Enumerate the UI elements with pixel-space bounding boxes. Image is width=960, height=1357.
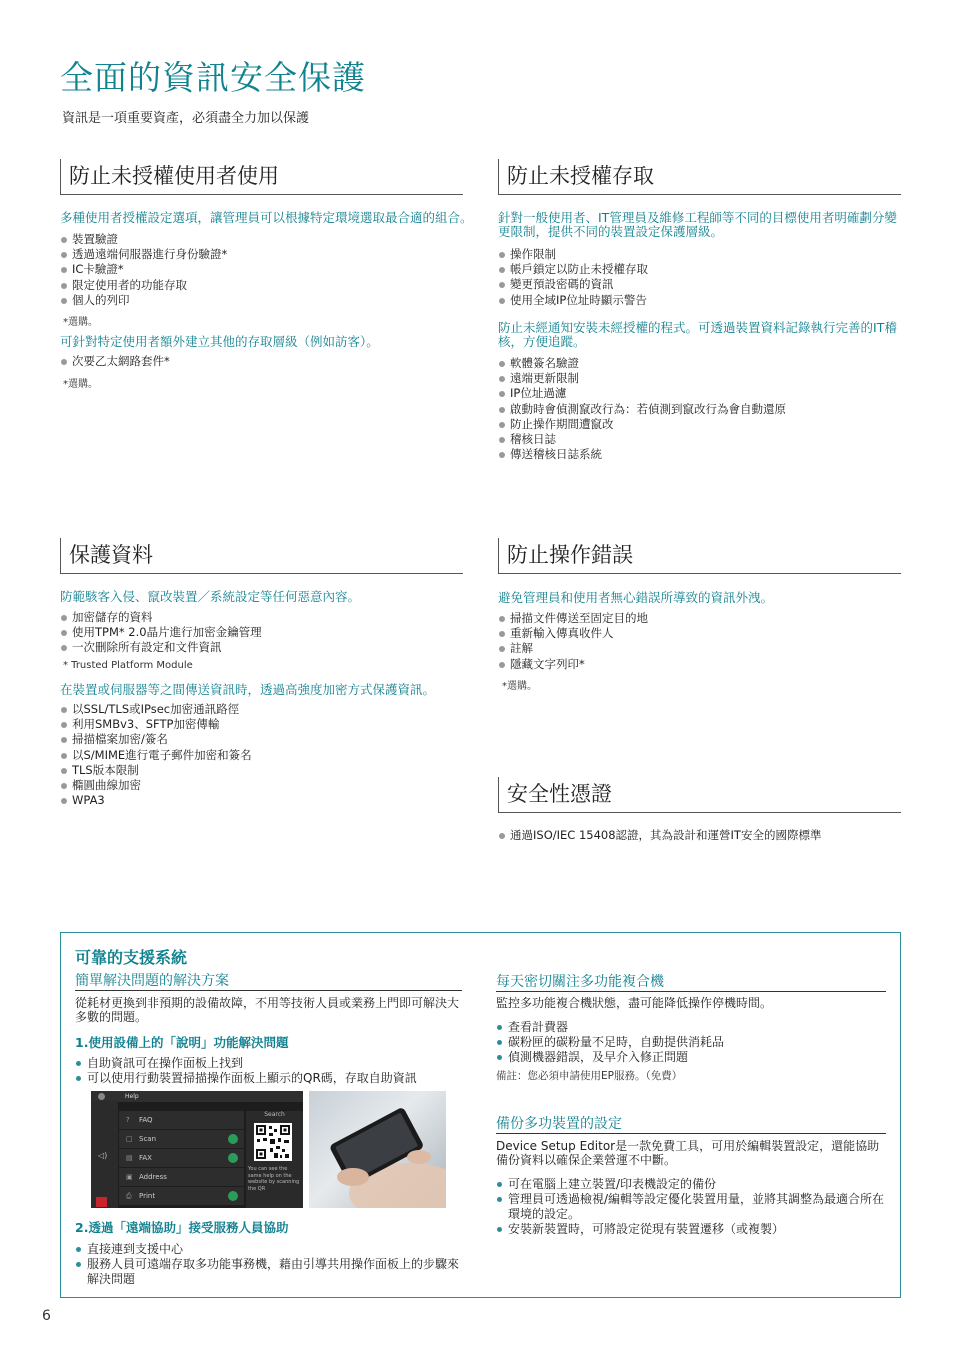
list-item: 透過遠端伺服器進行身份驗證* [60,247,227,262]
scan-icon: □ [126,1135,133,1143]
footnote: *選購。 [63,379,98,390]
section-heading-operation-errors: 防止操作錯誤 [498,538,901,574]
list-item: 掃描文件傳送至固定目的地 [498,611,648,626]
list-item: 防止操作期間遭竄改 [498,417,786,432]
list-item: 管理員可透過檢視/編輯等設定優化裝置用量，並將其調整為最適合所在環境的設定。 [496,1192,890,1222]
qr-caption: You can see the same help on the website by scanning the QR [248,1166,300,1192]
bullet-list [498,247,648,308]
list-item: 重新輸入傳真收件人 [498,626,648,641]
help-screen-illustration [91,1091,303,1208]
bullet-list [75,1242,465,1287]
support-step-2: 2.透過「遠端協助」接受服務人員協助 [75,1220,289,1235]
section-heading-unauthorized-access: 防止未授權存取 [498,159,901,195]
list-item: 一次刪除所有設定和文件資訊 [60,640,262,655]
section-heading-unauthorized-users: 防止未授權使用者使用 [60,159,463,195]
bullet-list [498,611,648,672]
list-item: 隱藏文字列印* [498,657,648,672]
section-heading-data-protection: 保護資料 [60,538,463,574]
section-lead: 避免管理員和使用者無心錯誤所導致的資訊外洩。 [498,590,774,605]
list-item: 次要乙太網路套件* [60,354,170,369]
list-item: 直接連到支援中心 [75,1242,465,1257]
list-item: 稽核日誌 [498,432,786,447]
bullet-list [60,702,252,808]
bullet-list [60,354,170,369]
list-item: 橢圓曲線加密 [60,778,252,793]
list-item: 加密儲存的資料 [60,610,262,625]
list-item: 自助資訊可在操作面板上找到 [75,1056,465,1071]
footnote: *選購。 [63,317,98,328]
list-item: 個人的列印 [60,293,227,308]
support-right-body-2: Device Setup Editor是一款免費工具，可用於編輯裝置設定，還能協助備份資料以確保企業營運不中斷。 [496,1139,880,1167]
stop-icon [96,1197,107,1207]
list-item: 服務人員可遠端存取多功能事務機，藉由引導共用操作面板上的步驟來解決問題 [75,1257,465,1287]
help-side-bar [91,1101,118,1208]
help-qr-area [246,1111,303,1208]
footnote: * Trusted Platform Module [63,660,193,671]
bullet-list [75,1056,465,1086]
status-dot-icon [228,1191,238,1201]
support-right-heading-2: 備份多功裝置的設定 [496,1113,886,1134]
page-title: 全面的資訊安全保護 [60,58,366,97]
list-item: 啟動時會偵測竄改行為：若偵測到竄改行為會自動還原 [498,402,786,417]
speaker-icon: ◁) [98,1151,108,1160]
bullet-list [498,828,821,843]
address-icon: ▣ [126,1173,133,1181]
list-item: 可在電腦上建立裝置/印表機設定的備份 [496,1177,890,1192]
list-item: 使用全域IP位址時顯示警告 [498,293,648,308]
section-heading-certification: 安全性憑證 [498,777,901,813]
bullet-list [60,610,262,656]
support-right-body: 監控多功能複合機狀態，盡可能降低操作停機時間。 [496,996,773,1010]
list-item: 限定使用者的功能存取 [60,278,227,293]
fax-icon: ▤ [126,1154,133,1162]
list-item: 查看計費器 [496,1020,886,1035]
help-row-address: ▣ Address [119,1168,244,1186]
print-icon: ⎙ [126,1192,132,1200]
list-item: IC卡驗證* [60,262,227,277]
list-item: 可以使用行動裝置掃描操作面板上顯示的QR碼，存取自助資訊 [75,1071,465,1086]
support-step-1: 1.使用設備上的「說明」功能解決問題 [75,1035,289,1050]
list-item: 碳粉匣的碳粉量不足時，自動提供消耗品 [496,1035,886,1050]
section-lead: 在裝置或伺服器等之間傳送資訊時，透過高強度加密方式保護資訊。 [60,682,436,697]
search-label: Search [264,1111,285,1118]
bullet-list [498,356,786,462]
list-item: 裝置驗證 [60,232,227,247]
list-item: 以S/MIME進行電子郵件加密和簽名 [60,748,252,763]
list-item: 偵測機器錯誤，及早介入修正問題 [496,1050,886,1065]
page-number: 6 [42,1308,51,1324]
smartphone-photo [309,1091,446,1208]
list-item: 以SSL/TLS或IPsec加密通訊路徑 [60,702,252,717]
list-item: IP位址過濾 [498,386,786,401]
section-lead: 針對一般使用者、IT管理員及維修工程師等不同的目標使用者明確劃分變更限制，提供不同的裝置設定保護層級。 [498,210,897,239]
home-icon [98,1093,105,1100]
list-item: 帳戶鎖定以防止未授權存取 [498,262,648,277]
list-item: 通過ISO/IEC 15408認證，其為設計和運營IT安全的國際標準 [498,828,821,843]
help-row-print: ⎙ Print [119,1187,244,1205]
footnote: *選購。 [502,681,537,692]
help-row-fax: ▤ FAX [119,1149,244,1167]
bullet-list [60,232,227,308]
support-right-heading: 每天密切關注多功能複合機 [496,971,886,992]
section-lead: 防範駭客入侵、竄改裝置／系統設定等任何惡意內容。 [60,589,361,604]
list-item: TLS版本限制 [60,763,252,778]
list-item: 安裝新裝置時，可將設定從現有裝置遷移（或複製） [496,1222,890,1237]
status-dot-icon [228,1153,238,1163]
list-item: 註解 [498,641,648,656]
list-item: 利用SMBv3、SFTP加密傳輸 [60,717,252,732]
page-subtitle: 資訊是一項重要資產，必須盡全力加以保護 [62,111,310,126]
qr-code-icon [254,1123,292,1161]
section-lead: 多種使用者授權設定選項，讓管理員可以根據特定環境選取最合適的組合。 [60,210,473,225]
section-lead: 可針對特定使用者額外建立其他的存取層級（例如訪客）。 [60,334,379,349]
bullet-list [496,1177,890,1237]
list-item: 掃描檔案加密/簽名 [60,732,252,747]
list-item: 傳送稽核日誌系統 [498,447,786,462]
help-row-faq: ? FAQ [119,1111,244,1129]
question-icon: ? [126,1116,130,1124]
list-item: 遠端更新限制 [498,371,786,386]
status-dot-icon [228,1134,238,1144]
help-row-scan: □ Scan [119,1130,244,1148]
support-note: 備註：您必須申請使用EP服務。（免費） [496,1070,683,1082]
section-lead: 防止未經通知安裝未經授權的程式。可透過裝置資料記錄執行完善的IT稽核，方便追蹤。 [498,320,897,349]
list-item: 操作限制 [498,247,648,262]
bullet-list [496,1020,886,1065]
help-screen-header: Help [91,1091,303,1102]
support-left-heading: 簡單解決問題的解決方案 [75,970,462,991]
support-left-body: 從耗材更換到非預期的設備故障，不用等技術人員或業務上門即可解決大多數的問題。 [75,996,460,1024]
list-item: WPA3 [60,793,252,808]
list-item: 變更預設密碼的資訊 [498,277,648,292]
support-title: 可靠的支援系統 [75,948,188,967]
list-item: 軟體簽名驗證 [498,356,786,371]
list-item: 使用TPM* 2.0晶片進行加密金鑰管理 [60,625,262,640]
